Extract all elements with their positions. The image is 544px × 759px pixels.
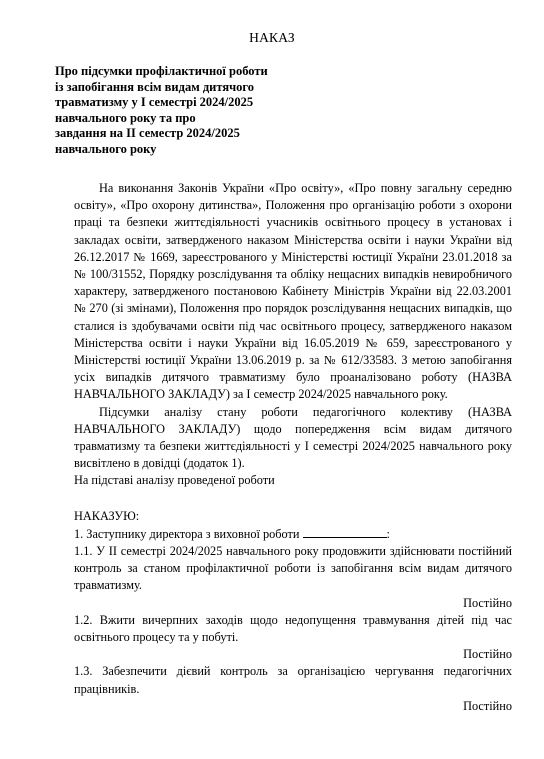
subject-line: Про підсумки профілактичної роботи xyxy=(55,64,268,78)
order-heading: НАКАЗУЮ: xyxy=(74,508,140,523)
order-term: Постійно xyxy=(463,647,512,662)
order-item-1-1: 1.1. У ІІ семестрі 2024/2025 навчального року продовжити здійснювати постійний контроль за станом профілактичної роботи із запобігання всім видам дитячого травматизму. xyxy=(74,544,512,593)
subject-line: завдання на ІІ семестр 2024/2025 xyxy=(55,126,240,140)
subject-line: травматизму у І семестрі 2024/2025 xyxy=(55,95,254,109)
order-item-1 xyxy=(74,525,512,543)
order-item-1-2: 1.2. Вжити вичерпних заходів щодо недопущення травмування дітей під час освітнього процесу та у побуті. xyxy=(74,612,512,645)
document-body xyxy=(74,180,512,715)
order-term: Постійно xyxy=(463,698,512,713)
order-item-1-text: 1. Заступнику директора з виховної роботи xyxy=(74,526,300,541)
order-term: Постійно xyxy=(463,595,512,610)
analysis-paragraph: Підсумки аналізу стану роботи педагогічного колективу (НАЗВА НАВЧАЛЬНОГО ЗАКЛАДУ) щодо попередження всім видам дитячого травматизму та безпеки життєдіяльності у І семестрі 2024/2025 навчального року висвітлено в довідці (додаток 1). xyxy=(74,404,512,471)
order-item-1-3: 1.3. Забезпечити дієвий контроль за організацією чергування педагогічних працівників. xyxy=(74,664,512,696)
subject-line: навчального року та про xyxy=(55,110,196,125)
subject-line: із запобігання всім видам дитячого xyxy=(55,79,255,94)
preamble-paragraph: На виконання Законів України «Про освіту», «Про повну загальну середню освіту», «Про охорону дитинства», Положення про організацію роботи з охорони праці та безпеки життєдіяльності учасників освітнього процесу в установах і закладах освіти, затвердженого наказом Міністерства освіти і науки України від 26.12.2017 № 1669, зареєстрованого у Міністерстві юстиції України 23.01.2018 за № 100/31552, Порядку розслідування та обліку нещасних випадків невиробничого характеру, затвердженого постановою Кабінету Міністрів України від 22.03.2001 № 270 (зі змінами), Положення про порядок розслідування нещасних випадків, що сталися із здобувачами освіти під час освітнього процесу, затвердженого наказом Міністерства освіти і науки України від 16.05.2019 № 659, зареєстрованого у Міністерстві юстиції України 13.06.2019 р. за № 612/33583. З метою запобігання усіх випадків дитячого травматизму було проаналізовано роботу (НАЗВА НАВЧАЛЬНОГО ЗАКЛАДУ) за І семестр 2024/2025 навчального року. xyxy=(74,181,512,402)
order-subject xyxy=(55,64,295,157)
basis-line: На підставі аналізу проведеної роботи xyxy=(74,473,275,488)
name-blank-line xyxy=(303,525,387,538)
subject-line: навчального року xyxy=(55,141,157,156)
document-title: НАКАЗ xyxy=(249,30,295,45)
order-item-1-suffix: : xyxy=(386,526,390,541)
